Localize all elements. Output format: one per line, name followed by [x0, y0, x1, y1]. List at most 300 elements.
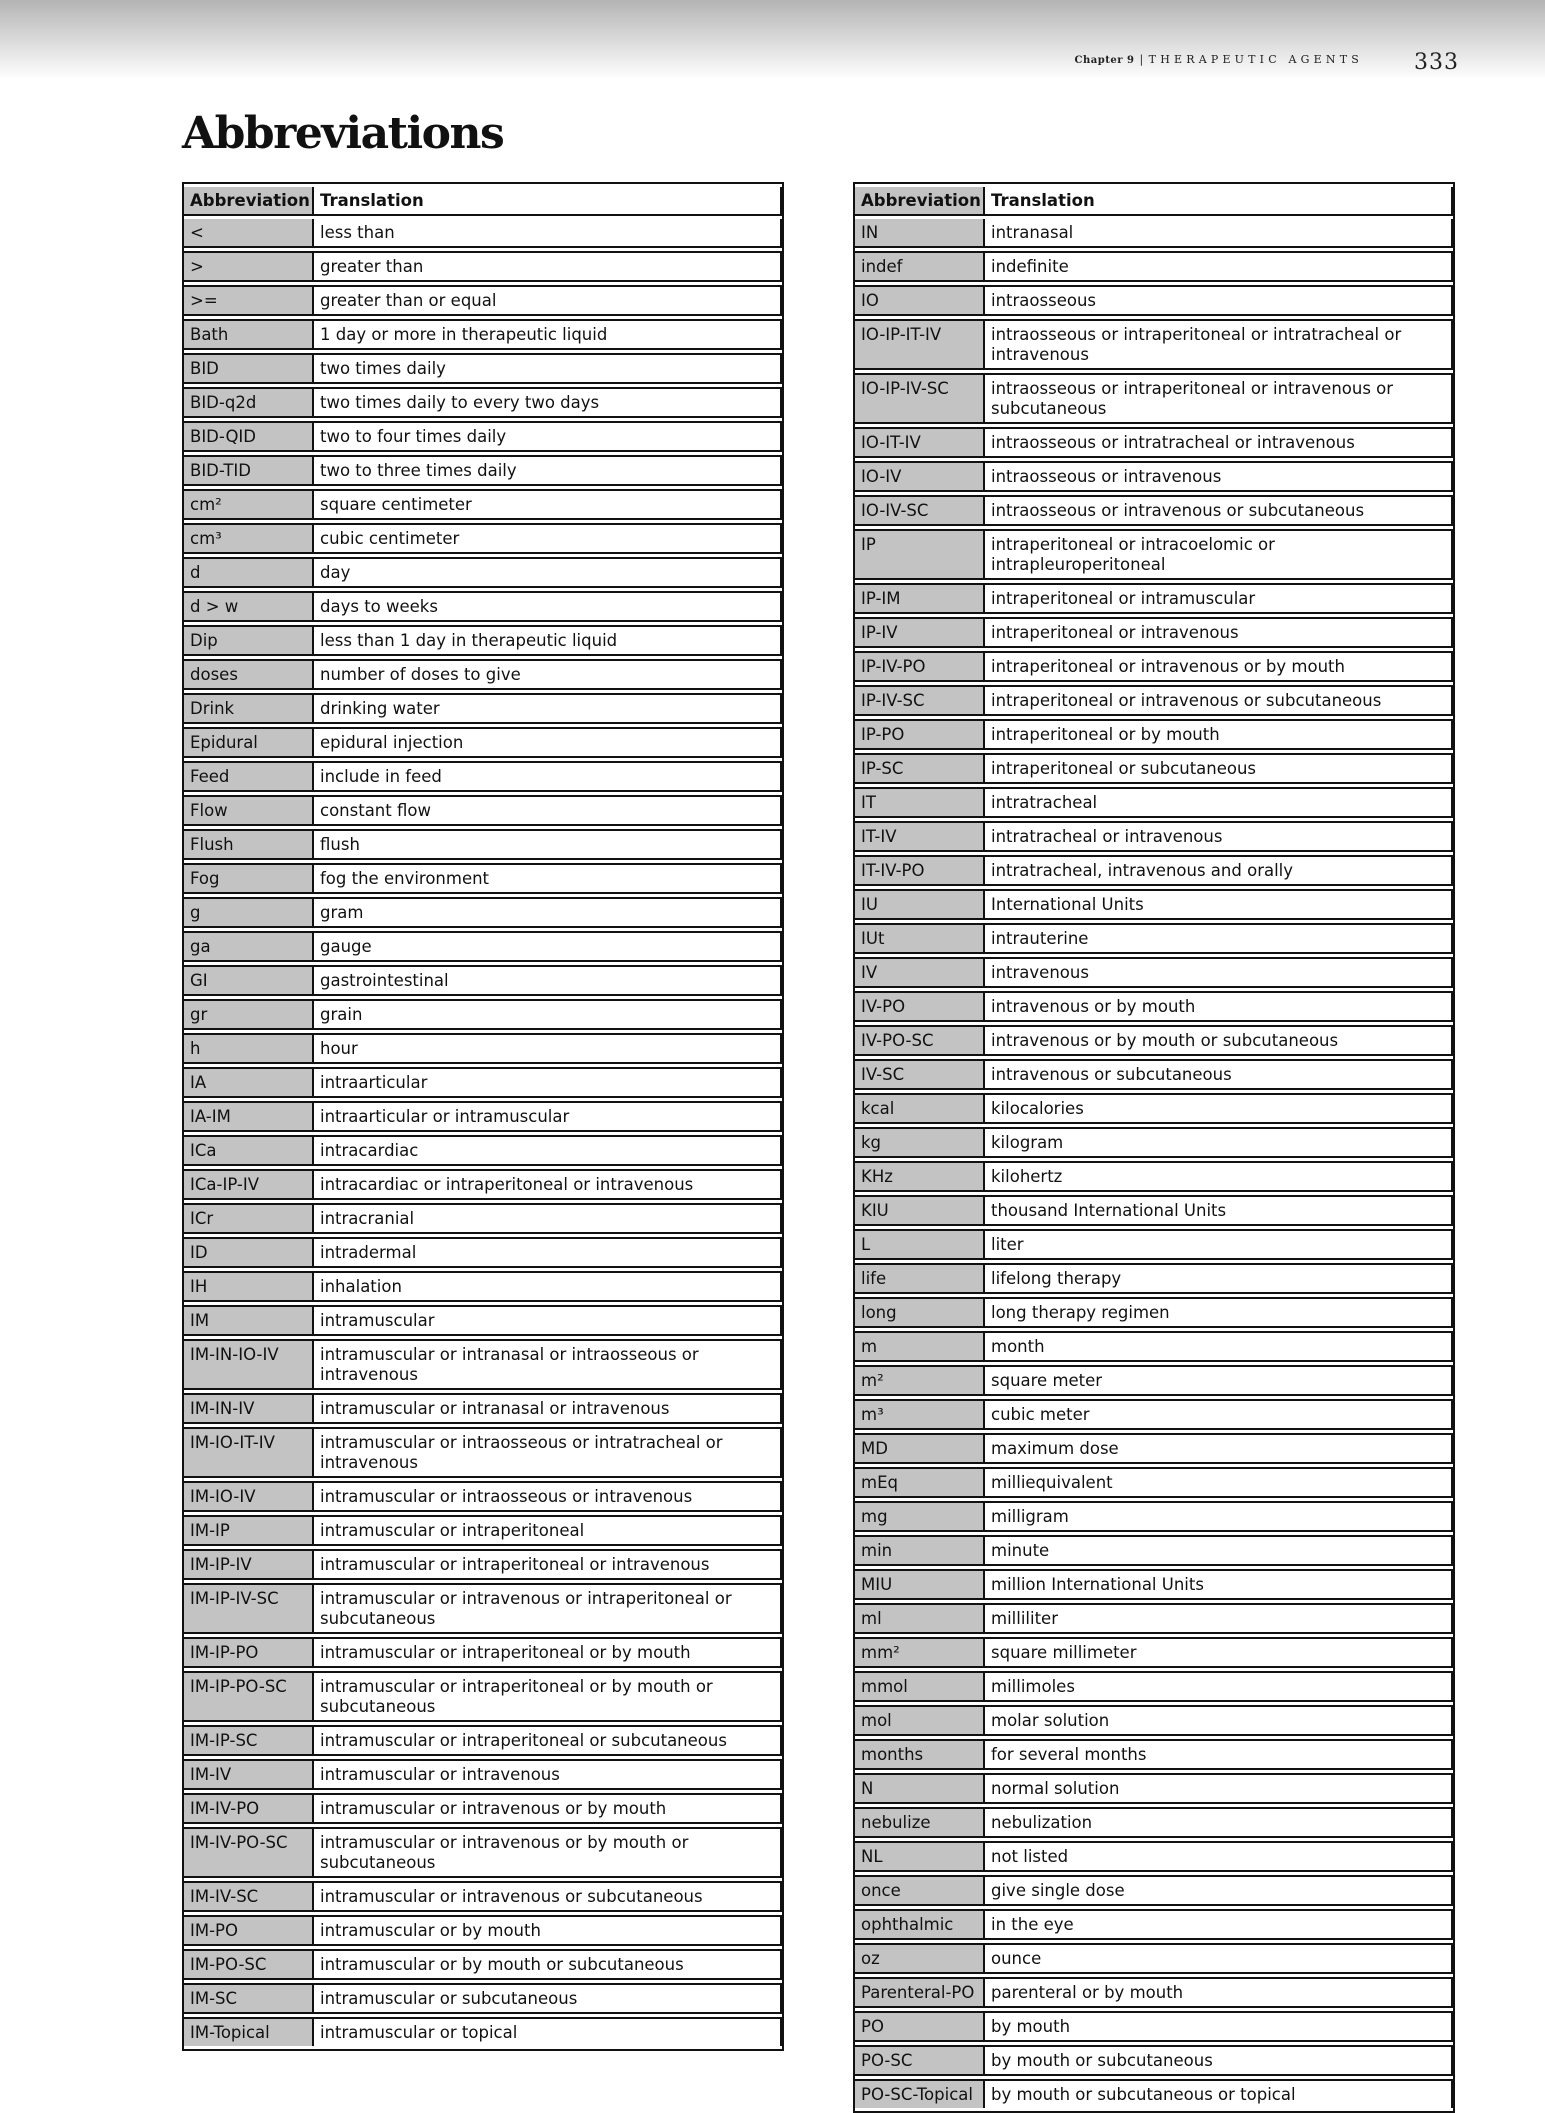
abbreviation-cell: months: [855, 1739, 985, 1770]
abbreviation-cell: g: [184, 897, 314, 928]
abbreviation-cell: IM: [184, 1305, 314, 1336]
abbreviation-cell: IM-IP-IV-SC: [184, 1583, 314, 1634]
translation-cell: 1 day or more in therapeutic liquid: [314, 319, 782, 350]
translation-cell: for several months: [985, 1739, 1453, 1770]
translation-cell: drinking water: [314, 693, 782, 724]
abbreviation-cell: mmol: [855, 1671, 985, 1702]
translation-cell: not listed: [985, 1841, 1453, 1872]
table-row: [855, 651, 1453, 682]
abbreviation-cell: doses: [184, 659, 314, 690]
abbreviations-table-left: [182, 182, 784, 2051]
table-row: [184, 1949, 782, 1980]
abbreviation-cell: IM-PO-SC: [184, 1949, 314, 1980]
abbreviation-cell: IM-SC: [184, 1983, 314, 2014]
abbreviation-cell: cm²: [184, 489, 314, 520]
abbreviation-cell: IA: [184, 1067, 314, 1098]
translation-cell: intramuscular or intravenous or subcutaneous: [314, 1881, 782, 1912]
header-translation: Translation: [985, 187, 1453, 216]
abbreviation-cell: IM-IP: [184, 1515, 314, 1546]
abbreviation-cell: IP: [855, 529, 985, 580]
translation-cell: greater than or equal: [314, 285, 782, 316]
table-row: [184, 931, 782, 962]
page-number: 333: [1414, 50, 1459, 75]
translation-cell: intramuscular or intravenous or by mouth: [314, 1793, 782, 1824]
translation-cell: molar solution: [985, 1705, 1453, 1736]
abbreviation-cell: life: [855, 1263, 985, 1294]
translation-cell: two to three times daily: [314, 455, 782, 486]
abbreviation-cell: IP-SC: [855, 753, 985, 784]
abbreviation-cell: IM-IV: [184, 1759, 314, 1790]
translation-cell: indefinite: [985, 251, 1453, 282]
abbreviation-cell: indef: [855, 251, 985, 282]
table-header-row: [855, 187, 1453, 216]
abbreviation-cell: mol: [855, 1705, 985, 1736]
abbreviation-cell: GI: [184, 965, 314, 996]
translation-cell: intratracheal, intravenous and orally: [985, 855, 1453, 886]
abbreviation-cell: IP-IV-PO: [855, 651, 985, 682]
abbreviation-cell: IM-PO: [184, 1915, 314, 1946]
table-row: [184, 1793, 782, 1824]
header-translation: Translation: [314, 187, 782, 216]
translation-cell: milliequivalent: [985, 1467, 1453, 1498]
abbreviation-cell: MD: [855, 1433, 985, 1464]
abbreviation-cell: h: [184, 1033, 314, 1064]
abbreviations-table-right: [853, 182, 1455, 2113]
running-head: [1075, 53, 1363, 66]
table-row: [184, 965, 782, 996]
table-row: [855, 991, 1453, 1022]
abbreviation-cell: long: [855, 1297, 985, 1328]
translation-cell: intrauterine: [985, 923, 1453, 954]
translation-cell: intraosseous: [985, 285, 1453, 316]
table-row: [855, 583, 1453, 614]
table-row: [855, 1671, 1453, 1702]
translation-cell: parenteral or by mouth: [985, 1977, 1453, 2008]
translation-cell: intraperitoneal or intramuscular: [985, 583, 1453, 614]
abbreviation-cell: Dip: [184, 625, 314, 656]
abbreviation-cell: d: [184, 557, 314, 588]
abbreviation-cell: IV-SC: [855, 1059, 985, 1090]
table-row: [855, 1943, 1453, 1974]
abbreviation-cell: IM-Topical: [184, 2017, 314, 2046]
abbreviation-cell: IO: [855, 285, 985, 316]
table-row: [855, 1093, 1453, 1124]
table-row: [184, 1515, 782, 1546]
abbreviation-cell: Parenteral-PO: [855, 1977, 985, 2008]
table-row: [855, 2011, 1453, 2042]
translation-cell: intraperitoneal or intravenous or by mouth: [985, 651, 1453, 682]
translation-cell: thousand International Units: [985, 1195, 1453, 1226]
translation-cell: intraosseous or intraperitoneal or intravenous or subcutaneous: [985, 373, 1453, 424]
translation-cell: intraperitoneal or intravenous or subcutaneous: [985, 685, 1453, 716]
table-row: [855, 1807, 1453, 1838]
abbreviation-cell: NL: [855, 1841, 985, 1872]
abbreviation-cell: BID-TID: [184, 455, 314, 486]
translation-cell: intramuscular or subcutaneous: [314, 1983, 782, 2014]
abbreviation-cell: mg: [855, 1501, 985, 1532]
abbreviation-cell: IO-IV-SC: [855, 495, 985, 526]
abbreviation-cell: ICa-IP-IV: [184, 1169, 314, 1200]
translation-cell: maximum dose: [985, 1433, 1453, 1464]
translation-cell: intracranial: [314, 1203, 782, 1234]
table-row: [184, 421, 782, 452]
translation-cell: inhalation: [314, 1271, 782, 1302]
table-row: [855, 1773, 1453, 1804]
table-row: [855, 427, 1453, 458]
table-row: [184, 591, 782, 622]
abbreviation-cell: IV: [855, 957, 985, 988]
table-row: [855, 1705, 1453, 1736]
table-row: [184, 1271, 782, 1302]
translation-cell: intraosseous or intravenous or subcutaneous: [985, 495, 1453, 526]
table-row: [184, 1339, 782, 1390]
translation-cell: normal solution: [985, 1773, 1453, 1804]
abbreviation-cell: Flush: [184, 829, 314, 860]
translation-cell: intraperitoneal or intravenous: [985, 617, 1453, 648]
table-row: [855, 1195, 1453, 1226]
abbreviation-cell: BID-q2d: [184, 387, 314, 418]
table-row: [855, 1025, 1453, 1056]
abbreviation-cell: IP-IM: [855, 583, 985, 614]
table-row: [184, 1237, 782, 1268]
table-row: [184, 1671, 782, 1722]
table-row: [855, 855, 1453, 886]
translation-cell: intramuscular or by mouth: [314, 1915, 782, 1946]
table-row: [184, 557, 782, 588]
translation-cell: intratracheal: [985, 787, 1453, 818]
abbreviation-cell: MIU: [855, 1569, 985, 1600]
translation-cell: kilocalories: [985, 1093, 1453, 1124]
table-row: [184, 897, 782, 928]
translation-cell: epidural injection: [314, 727, 782, 758]
translation-cell: by mouth: [985, 2011, 1453, 2042]
abbreviation-cell: IM-IP-PO-SC: [184, 1671, 314, 1722]
translation-cell: square meter: [985, 1365, 1453, 1396]
abbreviation-cell: IUt: [855, 923, 985, 954]
table-row: [855, 1365, 1453, 1396]
translation-cell: intramuscular or by mouth or subcutaneous: [314, 1949, 782, 1980]
table-row: [855, 1161, 1453, 1192]
abbreviation-cell: IV-PO-SC: [855, 1025, 985, 1056]
abbreviation-cell: Bath: [184, 319, 314, 350]
abbreviation-cell: ml: [855, 1603, 985, 1634]
header-abbreviation: Abbreviation: [184, 187, 314, 216]
table-row: [855, 719, 1453, 750]
translation-cell: intraosseous or intravenous: [985, 461, 1453, 492]
table-row: [184, 1725, 782, 1756]
translation-cell: intramuscular or intravenous: [314, 1759, 782, 1790]
table-row: [184, 1549, 782, 1580]
translation-cell: intracardiac or intraperitoneal or intravenous: [314, 1169, 782, 1200]
abbreviation-cell: min: [855, 1535, 985, 1566]
translation-cell: intraosseous or intratracheal or intravenous: [985, 427, 1453, 458]
abbreviation-cell: IM-IV-PO-SC: [184, 1827, 314, 1878]
translation-cell: constant flow: [314, 795, 782, 826]
table-row: [184, 1135, 782, 1166]
abbreviation-cell: IP-IV: [855, 617, 985, 648]
translation-cell: square centimeter: [314, 489, 782, 520]
abbreviation-cell: KIU: [855, 1195, 985, 1226]
translation-cell: intramuscular or intravenous or by mouth or subcutaneous: [314, 1827, 782, 1878]
translation-cell: give single dose: [985, 1875, 1453, 1906]
table-row: [184, 1203, 782, 1234]
table-row: [184, 523, 782, 554]
table-row: [184, 285, 782, 316]
translation-cell: lifelong therapy: [985, 1263, 1453, 1294]
abbreviation-cell: KHz: [855, 1161, 985, 1192]
translation-cell: include in feed: [314, 761, 782, 792]
translation-cell: flush: [314, 829, 782, 860]
translation-cell: square millimeter: [985, 1637, 1453, 1668]
table-row: [855, 1535, 1453, 1566]
table-row: [855, 1399, 1453, 1430]
table-row: [855, 319, 1453, 370]
abbreviation-cell: L: [855, 1229, 985, 1260]
table-row: [855, 1297, 1453, 1328]
translation-cell: intraarticular or intramuscular: [314, 1101, 782, 1132]
translation-cell: month: [985, 1331, 1453, 1362]
translation-cell: intranasal: [985, 219, 1453, 248]
translation-cell: intramuscular or topical: [314, 2017, 782, 2046]
table-row: [855, 2045, 1453, 2076]
abbreviation-cell: IA-IM: [184, 1101, 314, 1132]
abbreviation-cell: IM-IN-IV: [184, 1393, 314, 1424]
abbreviation-cell: PO-SC-Topical: [855, 2079, 985, 2108]
table-row: [855, 495, 1453, 526]
abbreviation-cell: IT-IV-PO: [855, 855, 985, 886]
translation-cell: intraosseous or intraperitoneal or intratracheal or intravenous: [985, 319, 1453, 370]
translation-cell: day: [314, 557, 782, 588]
table-row: [855, 1875, 1453, 1906]
translation-cell: kilogram: [985, 1127, 1453, 1158]
abbreviation-cell: m²: [855, 1365, 985, 1396]
abbreviation-cell: IM-IP-SC: [184, 1725, 314, 1756]
table-row: [855, 2079, 1453, 2108]
abbreviation-cell: kg: [855, 1127, 985, 1158]
abbreviation-cell: BID: [184, 353, 314, 384]
abbreviation-cell: Fog: [184, 863, 314, 894]
header-separator: |: [1139, 53, 1144, 66]
abbreviation-cell: m³: [855, 1399, 985, 1430]
abbreviation-cell: mm²: [855, 1637, 985, 1668]
table-row: [855, 1603, 1453, 1634]
table-row: [184, 1983, 782, 2014]
abbreviation-cell: PO-SC: [855, 2045, 985, 2076]
abbreviation-cell: IO-IP-IT-IV: [855, 319, 985, 370]
table-row: [855, 685, 1453, 716]
table-row: [855, 787, 1453, 818]
translation-cell: intratracheal or intravenous: [985, 821, 1453, 852]
table-row: [184, 1583, 782, 1634]
translation-cell: less than 1 day in therapeutic liquid: [314, 625, 782, 656]
translation-cell: cubic meter: [985, 1399, 1453, 1430]
abbreviation-cell: ICa: [184, 1135, 314, 1166]
translation-cell: gastrointestinal: [314, 965, 782, 996]
table-row: [184, 489, 782, 520]
table-row: [184, 999, 782, 1030]
table-row: [855, 461, 1453, 492]
abbreviation-cell: IV-PO: [855, 991, 985, 1022]
abbreviation-cell: IP-IV-SC: [855, 685, 985, 716]
translation-cell: intramuscular or intraosseous or intratracheal or intravenous: [314, 1427, 782, 1478]
table-row: [184, 761, 782, 792]
table-row: [855, 251, 1453, 282]
table-row: [184, 1305, 782, 1336]
abbreviation-cell: IM-IP-PO: [184, 1637, 314, 1668]
abbreviation-cell: mEq: [855, 1467, 985, 1498]
table-row: [855, 1467, 1453, 1498]
table-row: [855, 219, 1453, 248]
translation-cell: less than: [314, 219, 782, 248]
translation-cell: millimoles: [985, 1671, 1453, 1702]
translation-cell: gauge: [314, 931, 782, 962]
table-row: [855, 373, 1453, 424]
translation-cell: International Units: [985, 889, 1453, 920]
translation-cell: intramuscular or intranasal or intravenous: [314, 1393, 782, 1424]
table-row: [184, 1637, 782, 1668]
translation-cell: long therapy regimen: [985, 1297, 1453, 1328]
table-row: [855, 957, 1453, 988]
table-row: [184, 1881, 782, 1912]
translation-cell: intracardiac: [314, 1135, 782, 1166]
section-title: THERAPEUTIC AGENTS: [1148, 53, 1363, 66]
translation-cell: intraarticular: [314, 1067, 782, 1098]
translation-cell: intramuscular or intraperitoneal or by mouth or subcutaneous: [314, 1671, 782, 1722]
translation-cell: intramuscular: [314, 1305, 782, 1336]
translation-cell: intraperitoneal or intracoelomic or intrapleuroperitoneal: [985, 529, 1453, 580]
table-row: [184, 1759, 782, 1790]
abbreviation-cell: PO: [855, 2011, 985, 2042]
translation-cell: intramuscular or intraperitoneal: [314, 1515, 782, 1546]
table-row: [855, 1127, 1453, 1158]
translation-cell: minute: [985, 1535, 1453, 1566]
table-row: [184, 863, 782, 894]
table-row: [184, 727, 782, 758]
table-row: [855, 1501, 1453, 1532]
translation-cell: milligram: [985, 1501, 1453, 1532]
table-row: [855, 889, 1453, 920]
table-body: [184, 219, 782, 2046]
translation-cell: intramuscular or intravenous or intraperitoneal or subcutaneous: [314, 1583, 782, 1634]
translation-cell: in the eye: [985, 1909, 1453, 1940]
abbreviation-cell: IT: [855, 787, 985, 818]
abbreviation-cell: BID-QID: [184, 421, 314, 452]
translation-cell: cubic centimeter: [314, 523, 782, 554]
table-row: [184, 1827, 782, 1878]
translation-cell: intraperitoneal or by mouth: [985, 719, 1453, 750]
abbreviation-cell: IM-IP-IV: [184, 1549, 314, 1580]
abbreviation-cell: ophthalmic: [855, 1909, 985, 1940]
abbreviation-cell: IM-IO-IT-IV: [184, 1427, 314, 1478]
abbreviation-cell: IU: [855, 889, 985, 920]
translation-cell: intradermal: [314, 1237, 782, 1268]
table-row: [855, 1739, 1453, 1770]
table-row: [855, 821, 1453, 852]
translation-cell: by mouth or subcutaneous or topical: [985, 2079, 1453, 2108]
abbreviation-cell: IM-IV-PO: [184, 1793, 314, 1824]
translation-cell: liter: [985, 1229, 1453, 1260]
translation-cell: intramuscular or intraperitoneal or by mouth: [314, 1637, 782, 1668]
table-row: [855, 1331, 1453, 1362]
table-row: [184, 1427, 782, 1478]
translation-cell: nebulization: [985, 1807, 1453, 1838]
abbreviation-cell: once: [855, 1875, 985, 1906]
table-row: [855, 529, 1453, 580]
table-row: [855, 285, 1453, 316]
translation-cell: intravenous: [985, 957, 1453, 988]
abbreviation-cell: <: [184, 219, 314, 248]
translation-cell: two times daily: [314, 353, 782, 384]
abbreviation-cell: >: [184, 251, 314, 282]
table-row: [184, 1033, 782, 1064]
table-row: [855, 923, 1453, 954]
table-row: [184, 625, 782, 656]
abbreviation-cell: cm³: [184, 523, 314, 554]
abbreviation-cell: IT-IV: [855, 821, 985, 852]
abbreviation-cell: nebulize: [855, 1807, 985, 1838]
translation-cell: number of doses to give: [314, 659, 782, 690]
abbreviation-cell: IM-IN-IO-IV: [184, 1339, 314, 1390]
translation-cell: gram: [314, 897, 782, 928]
translation-cell: two times daily to every two days: [314, 387, 782, 418]
table-row: [184, 795, 782, 826]
table-row: [855, 1909, 1453, 1940]
abbreviation-cell: ga: [184, 931, 314, 962]
abbreviation-cell: gr: [184, 999, 314, 1030]
table-row: [184, 387, 782, 418]
table-row: [184, 659, 782, 690]
abbreviation-cell: Drink: [184, 693, 314, 724]
table-row: [184, 2017, 782, 2046]
table-row: [184, 1067, 782, 1098]
abbreviation-cell: Feed: [184, 761, 314, 792]
abbreviation-cell: m: [855, 1331, 985, 1362]
abbreviation-cell: IN: [855, 219, 985, 248]
translation-cell: greater than: [314, 251, 782, 282]
abbreviation-cell: IO-IP-IV-SC: [855, 373, 985, 424]
header-abbreviation: Abbreviation: [855, 187, 985, 216]
table-row: [855, 1637, 1453, 1668]
translation-cell: grain: [314, 999, 782, 1030]
abbreviation-cell: IO-IT-IV: [855, 427, 985, 458]
table-row: [855, 1841, 1453, 1872]
translation-cell: million International Units: [985, 1569, 1453, 1600]
translation-cell: intramuscular or intraperitoneal or subcutaneous: [314, 1725, 782, 1756]
translation-cell: days to weeks: [314, 591, 782, 622]
table-row: [184, 1393, 782, 1424]
table-row: [184, 693, 782, 724]
table-row: [184, 251, 782, 282]
abbreviation-cell: Flow: [184, 795, 314, 826]
translation-cell: kilohertz: [985, 1161, 1453, 1192]
table-row: [855, 1433, 1453, 1464]
table-row: [855, 617, 1453, 648]
abbreviation-cell: >=: [184, 285, 314, 316]
table-row: [855, 753, 1453, 784]
translation-cell: intravenous or subcutaneous: [985, 1059, 1453, 1090]
table-row: [184, 1169, 782, 1200]
page-top-band: [0, 0, 1545, 80]
abbreviation-cell: N: [855, 1773, 985, 1804]
translation-cell: intramuscular or intraperitoneal or intravenous: [314, 1549, 782, 1580]
translation-cell: hour: [314, 1033, 782, 1064]
abbreviation-cell: IO-IV: [855, 461, 985, 492]
translation-cell: intravenous or by mouth: [985, 991, 1453, 1022]
abbreviation-cell: Epidural: [184, 727, 314, 758]
abbreviation-cell: IM-IO-IV: [184, 1481, 314, 1512]
table-row: [184, 1481, 782, 1512]
translation-cell: intraperitoneal or subcutaneous: [985, 753, 1453, 784]
